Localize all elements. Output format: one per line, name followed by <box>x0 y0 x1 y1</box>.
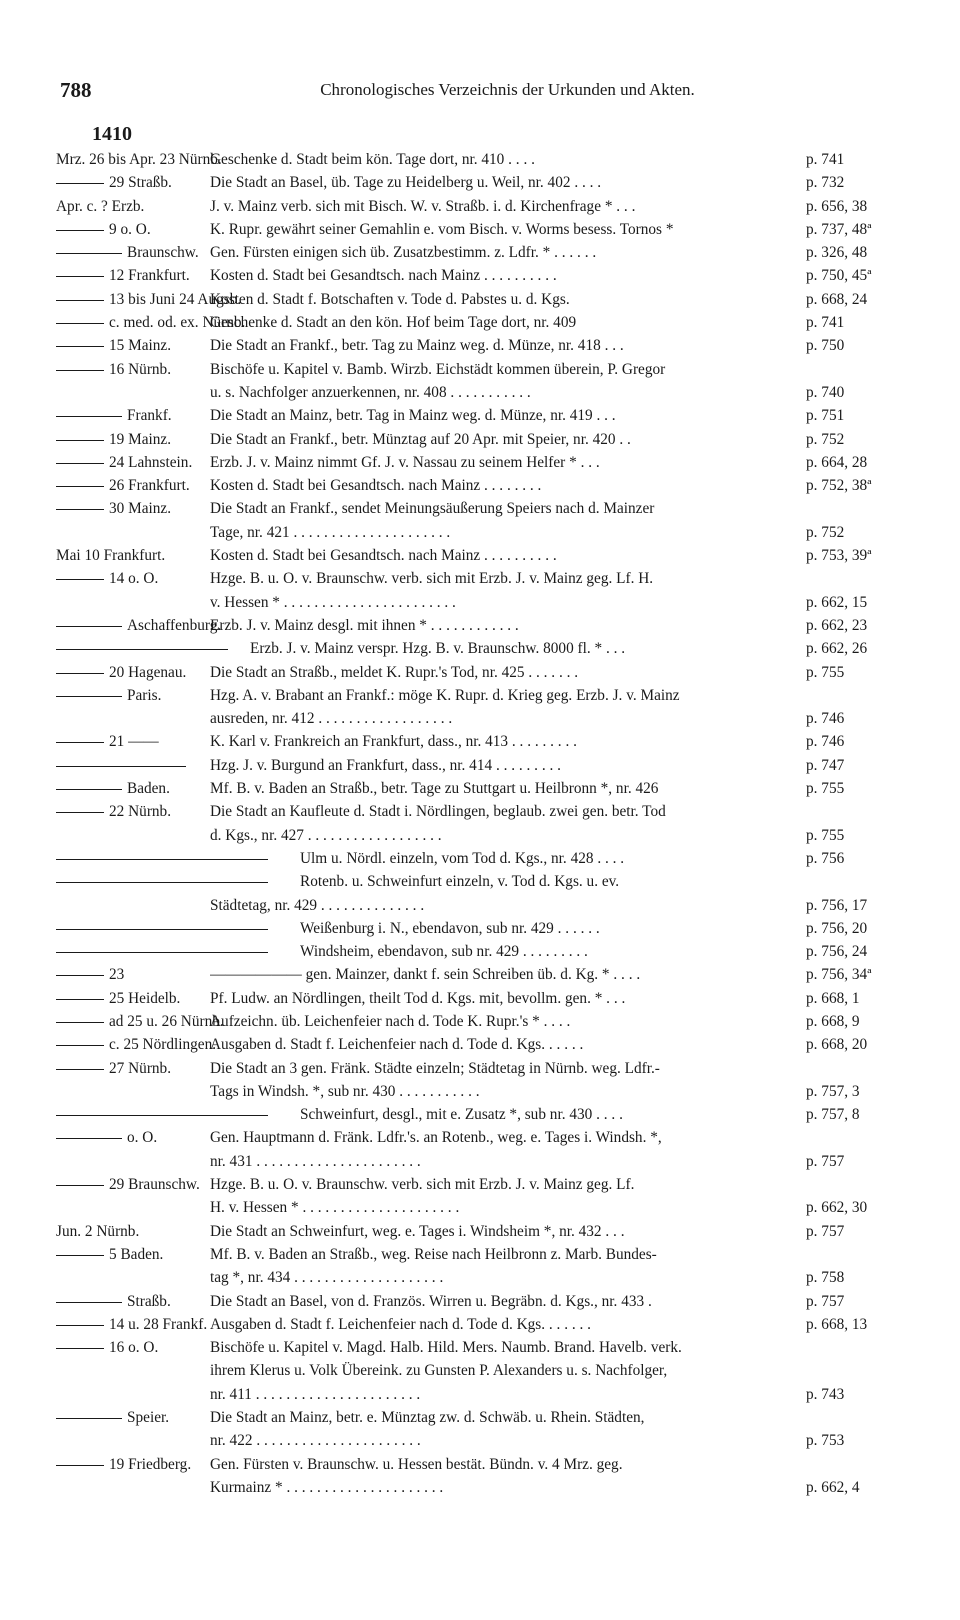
entry-line <box>0 1150 960 1173</box>
page-header <box>60 78 895 106</box>
page-reference: p. 756, 34ª <box>806 966 872 984</box>
entry-line <box>0 754 960 777</box>
entry-date-text: 20 Hagenau. <box>109 663 187 681</box>
entry-line <box>0 428 960 451</box>
entry-text: Die Stadt an Frankf., sendet Meinungsäußerung Speiers nach d. Mainzer <box>210 500 655 518</box>
page-reference: p. 755 <box>806 780 845 798</box>
page-reference: p. 668, 20 <box>806 1036 868 1054</box>
entry-text: Tags in Windsh. *, sub nr. 430 . . . . . . . . . . . <box>210 1082 480 1100</box>
page-reference: p. 755 <box>806 826 845 844</box>
entry-text: Die Stadt an Frankf., betr. Münztag auf 20 Apr. mit Speier, nr. 420 . . <box>210 430 631 448</box>
entry-date-text: Mrz. 26 bis Apr. 23 Nürnb. <box>56 151 222 168</box>
ditto-rule <box>56 882 268 883</box>
ditto-rule <box>56 1348 104 1349</box>
page-reference: p. 747 <box>806 756 845 774</box>
entry-line <box>0 474 960 497</box>
entry-24 <box>0 777 960 800</box>
entry-26 <box>0 847 960 870</box>
entry-line <box>0 497 960 520</box>
entry-date-text: 12 Frankfurt. <box>109 267 190 285</box>
page-reference: p. 756, 24 <box>806 943 868 961</box>
entry-13 <box>0 451 960 474</box>
entry-text: Hzge. B. u. O. v. Braunschw. verb. sich mit Erzb. J. v. Mainz geg. Lf. <box>210 1176 635 1194</box>
entry-text: Die Stadt an Schweinfurt, weg. e. Tages i. Windsheim *, nr. 432 . . . <box>210 1222 625 1240</box>
entry-text: tag *, nr. 434 . . . . . . . . . . . . . . . . . . . . <box>210 1269 444 1287</box>
entry-line <box>0 800 960 823</box>
entry-date-text: ad 25 u. 26 Nürnb. <box>109 1012 224 1030</box>
entry-31 <box>0 987 960 1010</box>
ditto-rule <box>56 1325 104 1326</box>
page-reference: p. 741 <box>806 314 845 332</box>
entry-date-text: 29 Straßb. <box>109 174 172 192</box>
ditto-rule <box>56 579 104 580</box>
page-reference: p. 758 <box>806 1269 845 1287</box>
entry-date-text: Braunschw. <box>127 244 199 262</box>
entry-date-text: Baden. <box>127 780 170 798</box>
entry-text: Die Stadt an Mainz, betr. e. Münztag zw. d. Schwäb. u. Rhein. Städten, <box>210 1409 645 1427</box>
entry-text: Die Stadt an Frankf., betr. Tag zu Mainz weg. d. Münze, nr. 418 . . . <box>210 337 624 355</box>
ditto-rule <box>56 440 104 441</box>
entry-19 <box>0 637 960 660</box>
page-reference: p. 756, 17 <box>806 896 868 914</box>
entry-36 <box>0 1126 960 1173</box>
entry-line <box>0 311 960 334</box>
entry-text: Städtetag, nr. 429 . . . . . . . . . . . . . . <box>210 896 425 914</box>
ditto-rule <box>56 1185 104 1186</box>
page-reference: p. 757, 8 <box>806 1106 860 1124</box>
entry-date-text: 25 Heidelb. <box>109 989 181 1007</box>
entry-date <box>56 870 268 893</box>
ditto-rule <box>56 1465 104 1466</box>
entry-line <box>0 1359 960 1382</box>
entry-line <box>0 591 960 614</box>
page-reference: p. 757 <box>806 1222 845 1240</box>
entry-line <box>0 241 960 264</box>
entry-line <box>0 404 960 427</box>
page-reference: p. 668, 9 <box>806 1012 860 1030</box>
entry-date-text: 13 bis Juni 24 Augsb. <box>109 290 242 308</box>
page-reference: p. 668, 24 <box>806 290 868 308</box>
ditto-rule <box>56 742 104 743</box>
page-reference: p. 662, 26 <box>806 640 868 658</box>
entry-text: v. Hessen * . . . . . . . . . . . . . . . . . . . . . . . <box>210 593 456 611</box>
page-reference: p. 757 <box>806 1292 845 1310</box>
entry-text: H. v. Hessen * . . . . . . . . . . . . . . . . . . . . . <box>210 1199 460 1217</box>
page-reference: p. 662, 30 <box>806 1199 868 1217</box>
ditto-rule <box>56 952 268 953</box>
page-reference: p. 326, 48 <box>806 244 868 262</box>
page-reference: p. 662, 23 <box>806 616 868 634</box>
entry-line <box>0 334 960 357</box>
entry-12 <box>0 428 960 451</box>
ditto-rule <box>56 230 104 231</box>
entry-text: Kosten d. Stadt bei Gesandtsch. nach Mainz . . . . . . . . <box>210 477 542 495</box>
entry-line <box>0 381 960 404</box>
entry-20 <box>0 661 960 684</box>
entry-line <box>0 1453 960 1476</box>
entry-date-text: 30 Mainz. <box>109 500 172 518</box>
page-reference: p. 753 <box>806 1432 845 1450</box>
entry-line <box>0 288 960 311</box>
ditto-rule <box>56 300 104 301</box>
entry-line <box>0 567 960 590</box>
ditto-rule <box>56 929 268 930</box>
entry-text: Kurmainz * . . . . . . . . . . . . . . . . . . . . . <box>210 1478 444 1496</box>
entry-text: Rotenb. u. Schweinfurt einzeln, v. Tod d. Kgs. u. ev. <box>300 873 620 891</box>
ditto-rule <box>56 626 122 627</box>
entry-text: ausreden, nr. 412 . . . . . . . . . . . . . . . . . . <box>210 710 453 728</box>
entry-text: Die Stadt an 3 gen. Fränk. Städte einzeln; Städtetag in Nürnb. weg. Ldfr.- <box>210 1059 660 1077</box>
entry-3 <box>0 195 960 218</box>
entry-list <box>0 148 960 1499</box>
entry-10 <box>0 358 960 405</box>
ditto-rule <box>56 1255 104 1256</box>
entry-line <box>0 264 960 287</box>
entry-42 <box>0 1336 960 1406</box>
ditto-rule <box>56 1302 122 1303</box>
entry-date-text: 21 —— <box>109 733 159 751</box>
entry-text: nr. 431 . . . . . . . . . . . . . . . . . . . . . . <box>210 1152 421 1170</box>
entry-line <box>0 1126 960 1149</box>
page-reference: p. 752 <box>806 430 845 448</box>
entry-line <box>0 1290 960 1313</box>
page-reference: p. 746 <box>806 733 845 751</box>
entry-line <box>0 894 960 917</box>
page-reference: p. 757 <box>806 1152 845 1170</box>
entry-text: Geschenke d. Stadt an den kön. Hof beim Tage dort, nr. 409 <box>210 314 577 332</box>
entry-date-text: Jun. 2 Nürnb. <box>56 1222 140 1240</box>
entry-line <box>0 614 960 637</box>
entry-date <box>56 847 268 870</box>
entry-line <box>0 1313 960 1336</box>
entry-line <box>0 987 960 1010</box>
entry-6 <box>0 264 960 287</box>
entry-1 <box>0 148 960 171</box>
entry-line <box>0 451 960 474</box>
entry-date-text: 27 Nürnb. <box>109 1059 172 1077</box>
page-reference: p. 751 <box>806 407 845 425</box>
page-reference: p. 741 <box>806 151 845 168</box>
entry-date-text: Mai 10 Frankfurt. <box>56 547 166 565</box>
page-number: 788 <box>60 78 92 102</box>
entry-line <box>0 777 960 800</box>
entry-line <box>0 1196 960 1219</box>
ditto-rule <box>56 509 104 510</box>
ditto-rule <box>56 766 186 767</box>
entry-line <box>0 870 960 893</box>
entry-line <box>0 847 960 870</box>
entry-line <box>0 707 960 730</box>
entry-text: Erzb. J. v. Mainz verspr. Hzg. B. v. Braunschw. 8000 fl. * . . . <box>250 640 626 658</box>
entry-line <box>0 684 960 707</box>
entry-8 <box>0 311 960 334</box>
entry-line <box>0 1173 960 1196</box>
ditto-rule <box>56 999 104 1000</box>
entry-line <box>0 637 960 660</box>
entry-date-text: 22 Nürnb. <box>109 803 172 821</box>
year-heading: 1410 <box>92 123 132 145</box>
ditto-rule <box>56 416 122 417</box>
entry-text: nr. 422 . . . . . . . . . . . . . . . . . . . . . . <box>210 1432 421 1450</box>
entry-date-text: 9 o. O. <box>109 220 151 238</box>
entry-16 <box>0 544 960 567</box>
entry-44 <box>0 1453 960 1500</box>
entry-7 <box>0 288 960 311</box>
entry-15 <box>0 497 960 544</box>
page-reference: p. 668, 13 <box>806 1315 868 1333</box>
entry-text: Mf. B. v. Baden an Straßb., weg. Reise nach Heilbronn z. Marb. Bundes- <box>210 1245 657 1263</box>
page-reference: p. 662, 15 <box>806 593 868 611</box>
ditto-rule <box>56 183 104 184</box>
page-reference: p. 740 <box>806 383 845 401</box>
entry-text: Hzg. A. v. Brabant an Frankf.: möge K. Rupr. d. Krieg geg. Erzb. J. v. Mainz <box>210 686 680 704</box>
entry-text: K. Karl v. Frankreich an Frankfurt, dass., nr. 413 . . . . . . . . . <box>210 733 577 751</box>
entry-line <box>0 1010 960 1033</box>
entry-line <box>0 1103 960 1126</box>
ditto-rule <box>56 370 104 371</box>
entry-14 <box>0 474 960 497</box>
entry-date <box>56 637 268 660</box>
ditto-rule <box>56 486 104 487</box>
page-reference: p. 752, 38ª <box>806 477 872 495</box>
entry-date-text: 16 Nürnb. <box>109 360 172 378</box>
entry-17 <box>0 567 960 614</box>
entry-text: Erzb. J. v. Mainz nimmt Gf. J. v. Nassau zu seinem Helfer * . . . <box>210 453 600 471</box>
entry-27 <box>0 870 960 917</box>
page-reference: p. 756 <box>806 849 845 867</box>
page-reference: p. 662, 4 <box>806 1478 860 1496</box>
ditto-rule <box>56 859 268 860</box>
entry-line <box>0 148 960 171</box>
entry-line <box>0 1476 960 1499</box>
page-reference: p. 743 <box>806 1385 845 1403</box>
entry-date-text: 5 Baden. <box>109 1245 164 1263</box>
entry-text: u. s. Nachfolger anzuerkennen, nr. 408 . . . . . . . . . . . <box>210 383 531 401</box>
entry-date-text: 24 Lahnstein. <box>109 453 193 471</box>
entry-line <box>0 730 960 753</box>
entry-date-text: 23 <box>109 966 125 984</box>
entry-text: Kosten d. Stadt bei Gesandtsch. nach Mainz . . . . . . . . . . <box>210 547 557 565</box>
page-reference: p. 737, 48ª <box>806 220 872 238</box>
entry-date-text: Aschaffenburg. <box>127 616 222 634</box>
ditto-rule <box>56 1069 104 1070</box>
entry-22 <box>0 730 960 753</box>
entry-text: Tage, nr. 421 . . . . . . . . . . . . . . . . . . . . . <box>210 523 451 541</box>
page-reference: p. 732 <box>806 174 845 192</box>
ditto-rule <box>56 649 228 650</box>
entry-text: d. Kgs., nr. 427 . . . . . . . . . . . . . . . . . . <box>210 826 442 844</box>
page-reference: p. 746 <box>806 710 845 728</box>
entry-text: Ausgaben d. Stadt f. Leichenfeier nach d. Tode d. Kgs. . . . . . <box>210 1036 584 1054</box>
page-reference: p. 750, 45ª <box>806 267 872 285</box>
entry-date-text: c. med. od. ex. Nürnb. <box>109 314 246 332</box>
entry-line <box>0 1383 960 1406</box>
entry-text: Die Stadt an Straßb., meldet K. Rupr.'s Tod, nr. 425 . . . . . . . <box>210 663 579 681</box>
entry-18 <box>0 614 960 637</box>
entry-date-text: 14 u. 28 Frankf. <box>109 1315 208 1333</box>
entry-line <box>0 171 960 194</box>
entry-date-text: 16 o. O. <box>109 1339 159 1357</box>
entry-text: Gen. Fürsten einigen sich üb. Zusatzbestimm. z. Ldfr. * . . . . . . <box>210 244 597 262</box>
entry-text: Die Stadt an Kaufleute d. Stadt i. Nördlingen, beglaub. zwei gen. betr. Tod <box>210 803 666 821</box>
entry-text: —————— gen. Mainzer, dankt f. sein Schreiben üb. d. Kg. * . . . . <box>210 966 641 984</box>
entry-text: Gen. Hauptmann d. Fränk. Ldfr.'s. an Rotenb., weg. e. Tages i. Windsh. *, <box>210 1129 662 1147</box>
entry-43 <box>0 1406 960 1453</box>
entry-line <box>0 1057 960 1080</box>
page-reference: p. 757, 3 <box>806 1082 860 1100</box>
entry-text: ihrem Klerus u. Volk Übereink. zu Gunsten P. Alexanders u. s. Nachfolger, <box>210 1362 668 1380</box>
entry-5 <box>0 241 960 264</box>
entry-date-text: 26 Frankfurt. <box>109 477 190 495</box>
entry-text: Kosten d. Stadt bei Gesandtsch. nach Mainz . . . . . . . . . . <box>210 267 557 285</box>
entry-line <box>0 1336 960 1359</box>
entry-33 <box>0 1033 960 1056</box>
entry-21 <box>0 684 960 731</box>
entry-line <box>0 940 960 963</box>
page-reference: p. 668, 1 <box>806 989 860 1007</box>
entry-text: J. v. Mainz verb. sich mit Bisch. W. v. Straßb. i. d. Kirchenfrage * . . . <box>210 197 636 215</box>
entry-40 <box>0 1290 960 1313</box>
page-reference: p. 756, 20 <box>806 919 868 937</box>
entry-text: Die Stadt an Basel, üb. Tage zu Heidelberg u. Weil, nr. 402 . . . . <box>210 174 602 192</box>
entry-2 <box>0 171 960 194</box>
entry-text: Die Stadt an Mainz, betr. Tag in Mainz weg. d. Münze, nr. 419 . . . <box>210 407 616 425</box>
entry-text: Windsheim, ebendavon, sub nr. 429 . . . . . . . . . <box>300 943 588 961</box>
entry-text: Weißenburg i. N., ebendavon, sub nr. 429 . . . . . . <box>300 919 600 937</box>
entry-line <box>0 1406 960 1429</box>
page-reference: p. 656, 38 <box>806 197 868 215</box>
entry-line <box>0 661 960 684</box>
ditto-rule <box>56 1138 122 1139</box>
entry-34 <box>0 1057 960 1104</box>
entry-date-text: Paris. <box>127 686 162 704</box>
ditto-rule <box>56 975 104 976</box>
entry-28 <box>0 917 960 940</box>
entry-date-text: Frankf. <box>127 407 172 425</box>
entry-line <box>0 358 960 381</box>
entry-text: Hzg. J. v. Burgund an Frankfurt, dass., nr. 414 . . . . . . . . . <box>210 756 561 774</box>
entry-date-text: Straßb. <box>127 1292 171 1310</box>
entry-4 <box>0 218 960 241</box>
page-reference: p. 755 <box>806 663 845 681</box>
entry-text: Hzge. B. u. O. v. Braunschw. verb. sich mit Erzb. J. v. Mainz geg. Lf. H. <box>210 570 654 588</box>
entry-text: Kosten d. Stadt f. Botschaften v. Tode d. Pabstes u. d. Kgs. <box>210 290 570 308</box>
entry-date <box>56 917 268 940</box>
ditto-rule <box>56 673 104 674</box>
entry-text: Pf. Ludw. an Nördlingen, theilt Tod d. Kgs. mit, bevollm. gen. * . . . <box>210 989 626 1007</box>
entry-text: Schweinfurt, desgl., mit e. Zusatz *, sub nr. 430 . . . . <box>300 1106 623 1124</box>
ditto-rule <box>56 1115 268 1116</box>
entry-text: Bischöfe u. Kapitel v. Bamb. Wirzb. Eichstädt kommen überein, P. Gregor <box>210 360 666 378</box>
entry-text: Erzb. J. v. Mainz desgl. mit ihnen * . . . . . . . . . . . . <box>210 616 519 634</box>
entry-date-text: Apr. c. ? Erzb. <box>56 197 145 215</box>
page-reference: p. 753, 39ª <box>806 547 872 565</box>
entry-date-text: 14 o. O. <box>109 570 159 588</box>
entry-38 <box>0 1220 960 1243</box>
entry-line <box>0 1243 960 1266</box>
entry-text: Bischöfe u. Kapitel v. Magd. Halb. Hild. Mers. Naumb. Brand. Havelb. verk. <box>210 1339 682 1357</box>
entry-text: Aufzeichn. üb. Leichenfeier nach d. Tode K. Rupr.'s * . . . . <box>210 1012 571 1030</box>
page-reference: p. 752 <box>806 523 845 541</box>
entry-line <box>0 1266 960 1289</box>
ditto-rule <box>56 789 122 790</box>
entry-line <box>0 917 960 940</box>
entry-text: Ausgaben d. Stadt f. Leichenfeier nach d. Tode d. Kgs. . . . . . . <box>210 1315 591 1333</box>
entry-line <box>0 1429 960 1452</box>
ditto-rule <box>56 253 122 254</box>
entry-25 <box>0 800 960 847</box>
entry-line <box>0 544 960 567</box>
entry-41 <box>0 1313 960 1336</box>
ditto-rule <box>56 1045 104 1046</box>
entry-23 <box>0 754 960 777</box>
entry-35 <box>0 1103 960 1126</box>
entry-date-text: 19 Mainz. <box>109 430 172 448</box>
entry-line <box>0 195 960 218</box>
entry-text: K. Rupr. gewährt seiner Gemahlin e. vom Bisch. v. Worms besess. Tornos * <box>210 220 674 238</box>
entry-date-text: o. O. <box>127 1129 158 1147</box>
entry-text: Geschenke d. Stadt beim kön. Tage dort, nr. 410 . . . . <box>210 151 535 168</box>
entry-11 <box>0 404 960 427</box>
entry-line <box>0 218 960 241</box>
entry-date-text: Speier. <box>127 1409 170 1427</box>
entry-30 <box>0 963 960 986</box>
ditto-rule <box>56 346 104 347</box>
ditto-rule <box>56 463 104 464</box>
entry-date-text: 29 Braunschw. <box>109 1176 200 1194</box>
entry-text: Ulm u. Nördl. einzeln, vom Tod d. Kgs., nr. 428 . . . . <box>300 849 625 867</box>
entry-text: Mf. B. v. Baden an Straßb., betr. Tage zu Stuttgart u. Heilbronn *, nr. 426 <box>210 780 659 798</box>
entry-9 <box>0 334 960 357</box>
entry-date-text: 15 Mainz. <box>109 337 172 355</box>
entry-line <box>0 1033 960 1056</box>
page-reference: p. 664, 28 <box>806 453 868 471</box>
ditto-rule <box>56 276 104 277</box>
ditto-rule <box>56 812 104 813</box>
ditto-rule <box>56 323 104 324</box>
entry-date-text: 19 Friedberg. <box>109 1455 192 1473</box>
entry-text: nr. 411 . . . . . . . . . . . . . . . . . . . . . . <box>210 1385 421 1403</box>
ditto-rule <box>56 696 122 697</box>
entry-line <box>0 824 960 847</box>
entry-text: Die Stadt an Basel, von d. Französ. Wirren u. Begräbn. d. Kgs., nr. 433 . <box>210 1292 652 1310</box>
entry-39 <box>0 1243 960 1290</box>
entry-29 <box>0 940 960 963</box>
entry-32 <box>0 1010 960 1033</box>
entry-37 <box>0 1173 960 1220</box>
entry-line <box>0 1220 960 1243</box>
entry-date <box>56 1103 268 1126</box>
page-reference: p. 750 <box>806 337 845 355</box>
ditto-rule <box>56 1022 104 1023</box>
running-head: Chronologisches Verzeichnis der Urkunden und Akten. <box>320 80 695 99</box>
ditto-rule <box>56 1418 122 1419</box>
entry-line <box>0 963 960 986</box>
entry-text: Gen. Fürsten v. Braunschw. u. Hessen bestät. Bündn. v. 4 Mrz. geg. <box>210 1455 623 1473</box>
entry-line <box>0 521 960 544</box>
entry-line <box>0 1080 960 1103</box>
entry-date <box>56 940 268 963</box>
entry-date-text: c. 25 Nördlingen. <box>109 1036 217 1054</box>
